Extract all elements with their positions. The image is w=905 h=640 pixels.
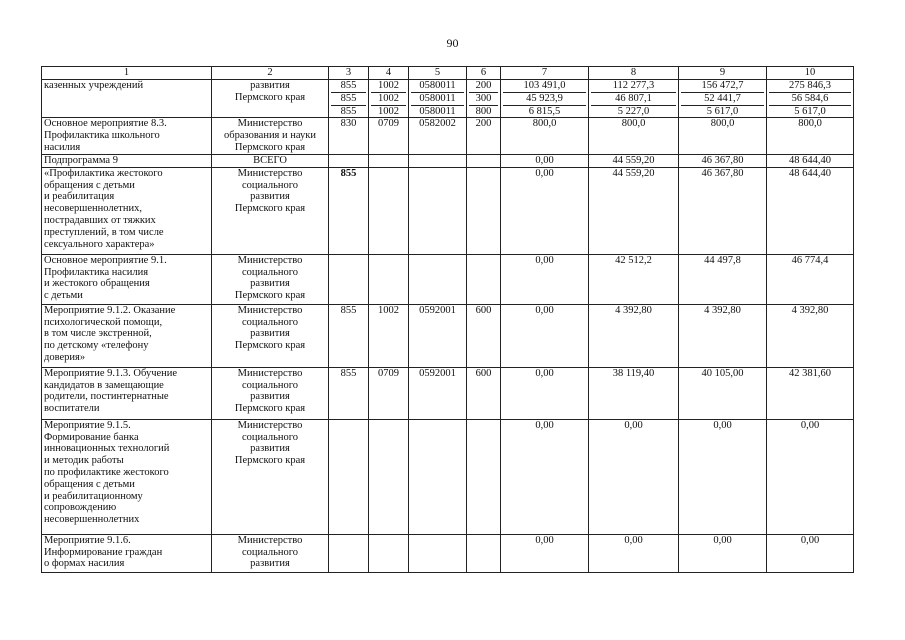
cell: 0,00: [767, 419, 854, 534]
row-name: «Профилактика жестокого обращения с детьми и реабилитация несовершеннолетних, пострадавших от тяжких преступлений, в том числе сексуального характера»: [42, 167, 212, 254]
row-ministry: Министерство социального развития Пермского края: [212, 167, 329, 254]
table-row: [42, 254, 854, 304]
sub-cell: 45 923,9: [503, 92, 586, 105]
sub-cell: 6 815,5: [503, 105, 586, 118]
col6-stack: [467, 80, 501, 118]
sub-cell: 56 584,6: [769, 92, 851, 105]
sub-cell: 800: [469, 105, 498, 118]
sub-cell: 1002: [371, 92, 406, 105]
sub-cell: 0580011: [419, 80, 456, 91]
cell: 44 559,20: [589, 167, 679, 254]
cell: 0,00: [501, 167, 589, 254]
row-ministry: Министерство социального развития Пермского края: [212, 254, 329, 304]
col8-stack: [589, 80, 679, 118]
cell: [467, 534, 501, 572]
header-cell: 7: [501, 67, 589, 80]
sub-cell: 5 227,0: [591, 105, 676, 118]
table-row: [42, 367, 854, 419]
header-cell: 8: [589, 67, 679, 80]
cell: 600: [467, 304, 501, 367]
sub-cell: 0580011: [411, 92, 464, 105]
cell: 4 392,80: [767, 304, 854, 367]
cell: 0,00: [501, 534, 589, 572]
cell: 0592001: [409, 367, 467, 419]
cell: 4 392,80: [679, 304, 767, 367]
cell: 44 497,8: [679, 254, 767, 304]
col9-stack: [679, 80, 767, 118]
sub-cell: 5 617,0: [769, 105, 851, 118]
header-cell: 9: [679, 67, 767, 80]
row-ministry: Министерство социального развития Пермского края: [212, 419, 329, 534]
cell: 42 512,2: [589, 254, 679, 304]
cell: 48 644,40: [767, 167, 854, 254]
cell: 0,00: [501, 419, 589, 534]
cell: 44 559,20: [589, 154, 679, 167]
cell: [409, 154, 467, 167]
cell: [369, 534, 409, 572]
cell: [329, 534, 369, 572]
header-cell: 2: [212, 67, 329, 80]
table-row: [42, 167, 854, 254]
header-cell: 3: [329, 67, 369, 80]
cell: 800,0: [501, 118, 589, 154]
col4-stack: [369, 80, 409, 118]
cell: [329, 154, 369, 167]
cell: 0592001: [409, 304, 467, 367]
row-name: Мероприятие 9.1.5. Формирование банка инновационных технологий и методик работы по профилактике жестокого обращения с детьми и реабилитационному сопровождению несовершеннолетних: [42, 419, 212, 534]
row-name: Подпрограмма 9: [42, 154, 212, 167]
cell: 42 381,60: [767, 367, 854, 419]
cell: 855: [329, 304, 369, 367]
sub-cell: 1002: [378, 80, 399, 91]
cell: 4 392,80: [589, 304, 679, 367]
row-name: Мероприятие 9.1.6. Информирование граждан о формах насилия: [42, 534, 212, 572]
cell: [467, 419, 501, 534]
row-ministry: развития Пермского края: [212, 80, 329, 118]
cell: 0,00: [501, 367, 589, 419]
col5-stack: [409, 80, 467, 118]
table-row: [42, 534, 854, 572]
table-row: [42, 419, 854, 534]
cell: 0,00: [767, 534, 854, 572]
cell: 0709: [369, 118, 409, 154]
cell: [467, 167, 501, 254]
row-ministry: Министерство социального развития: [212, 534, 329, 572]
header-cell: 1: [42, 67, 212, 80]
sub-cell: 855: [340, 80, 357, 91]
col7-stack: [501, 80, 589, 118]
cell: 600: [467, 367, 501, 419]
col10-stack: [767, 80, 854, 118]
row-name: Мероприятие 9.1.2. Оказание психологической помощи, в том числе экстренной, по детскому «телефону доверия»: [42, 304, 212, 367]
sub-cell: 0580011: [411, 105, 464, 118]
cell: 1002: [369, 304, 409, 367]
header-row: [42, 67, 854, 80]
cell: 0,00: [501, 154, 589, 167]
cell: 0,00: [501, 254, 589, 304]
sub-cell: 275 846,3: [789, 80, 831, 91]
cell: 38 119,40: [589, 367, 679, 419]
cell: [409, 419, 467, 534]
cell: 0,00: [679, 419, 767, 534]
sub-cell: 855: [331, 105, 366, 118]
sub-cell: 200: [475, 80, 492, 91]
cell: 800,0: [679, 118, 767, 154]
cell: [467, 254, 501, 304]
row-ministry: ВСЕГО: [212, 154, 329, 167]
cell: 0,00: [589, 534, 679, 572]
cell: [369, 419, 409, 534]
cell: 855: [329, 367, 369, 419]
sub-cell: 855: [331, 92, 366, 105]
row-name: Основное мероприятие 8.3. Профилактика школьного насилия: [42, 118, 212, 154]
table-row: [42, 154, 854, 167]
header-cell: 4: [369, 67, 409, 80]
cell: 46 367,80: [679, 154, 767, 167]
cell: [409, 534, 467, 572]
row-ministry: Министерство образования и науки Пермского края: [212, 118, 329, 154]
row-ministry: Министерство социального развития Пермского края: [212, 367, 329, 419]
header-cell: 10: [767, 67, 854, 80]
header-cell: 5: [409, 67, 467, 80]
row-name: Мероприятие 9.1.3. Обучение кандидатов в замещающие родители, постинтернатные воспитатели: [42, 367, 212, 419]
cell: 40 105,00: [679, 367, 767, 419]
sub-cell: 156 472,7: [701, 80, 744, 91]
row-name: казенных учреждений: [42, 80, 212, 118]
cell: 46 774,4: [767, 254, 854, 304]
sub-cell: 1002: [371, 105, 406, 118]
table-row: [42, 118, 854, 154]
cell: 48 644,40: [767, 154, 854, 167]
sub-cell: 5 617,0: [681, 105, 764, 118]
cell: [369, 154, 409, 167]
page-number: 90: [446, 36, 459, 50]
cell: 0582002: [409, 118, 467, 154]
cell: [369, 254, 409, 304]
cell: [409, 254, 467, 304]
cell: 200: [467, 118, 501, 154]
cell: [369, 167, 409, 254]
table-row: [42, 304, 854, 367]
cell: 0,00: [589, 419, 679, 534]
sub-cell: 46 807,1: [591, 92, 676, 105]
cell: [409, 167, 467, 254]
cell: 800,0: [767, 118, 854, 154]
cell: [467, 154, 501, 167]
row-ministry: Министерство социального развития Пермского края: [212, 304, 329, 367]
sub-cell: 300: [469, 92, 498, 105]
table-row: [42, 80, 854, 118]
cell: 855: [329, 167, 369, 254]
sub-cell: 52 441,7: [681, 92, 764, 105]
col3-stack: [329, 80, 369, 118]
cell: 0,00: [501, 304, 589, 367]
cell: 0,00: [679, 534, 767, 572]
cell: 830: [329, 118, 369, 154]
cell: 46 367,80: [679, 167, 767, 254]
budget-table: [41, 66, 854, 573]
sub-cell: 103 491,0: [523, 80, 566, 91]
header-cell: 6: [467, 67, 501, 80]
sub-cell: 112 277,3: [612, 80, 655, 91]
cell: [329, 419, 369, 534]
cell: 800,0: [589, 118, 679, 154]
row-name: Основное мероприятие 9.1. Профилактика насилия и жестокого обращения с детьми: [42, 254, 212, 304]
cell: [329, 254, 369, 304]
cell: 0709: [369, 367, 409, 419]
